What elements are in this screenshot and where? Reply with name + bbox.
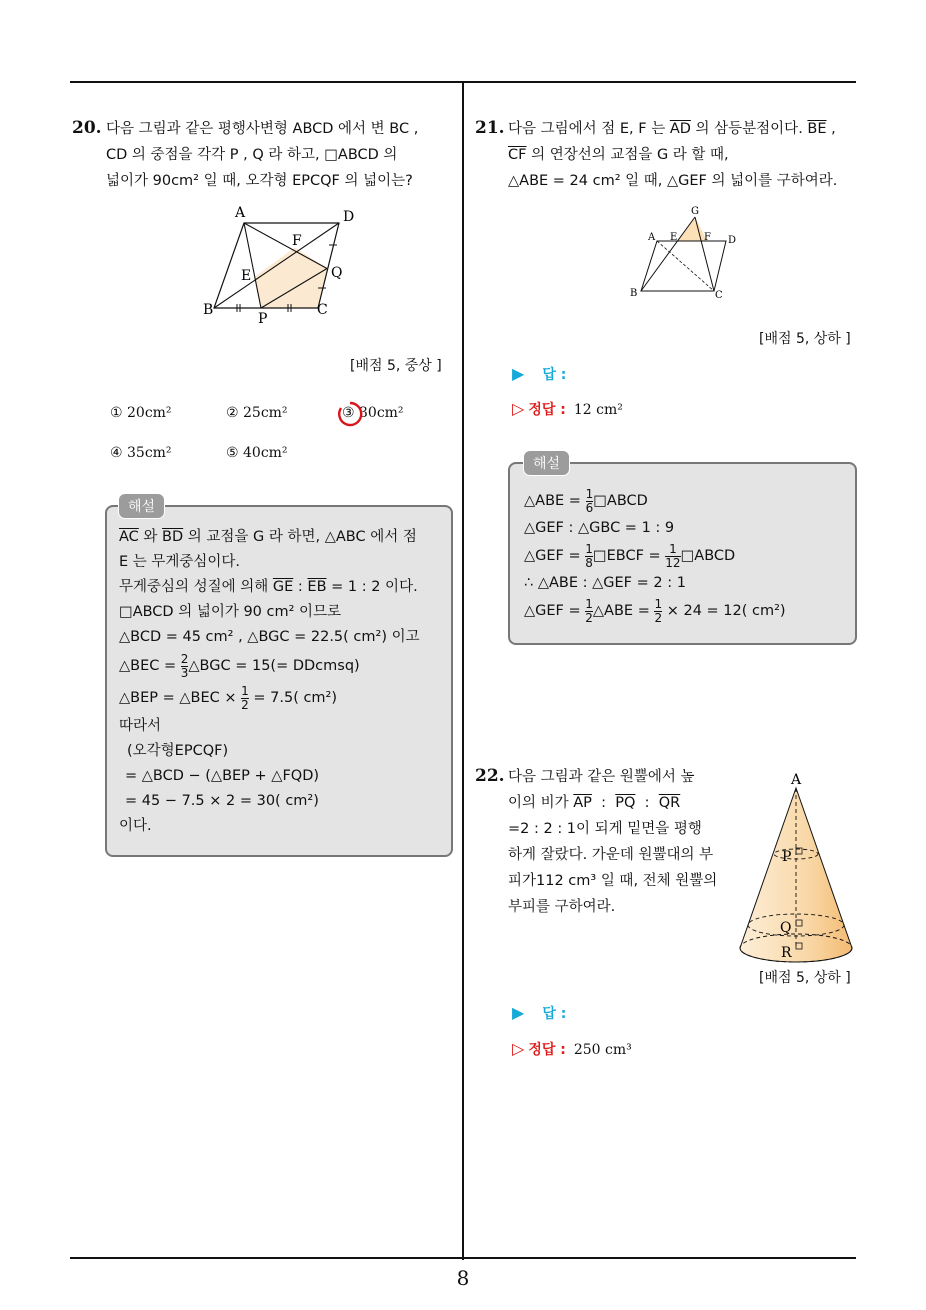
sol-line: △ABE = $\frac{1}{6}$ □ABCD — [524, 486, 648, 515]
q21-label-C: C — [715, 290, 723, 301]
q22-text — [508, 764, 723, 920]
correct-arrow-icon: ▷ — [512, 1039, 525, 1058]
q21-line-CG — [695, 217, 714, 291]
q21-correct-row — [512, 399, 623, 419]
q20-label-P: P — [258, 311, 268, 327]
q21-solution-box — [508, 462, 857, 645]
answer-arrow-icon: ▶ — [512, 1003, 525, 1022]
q21-label-D: D — [728, 235, 737, 246]
sol-line: 무게중심의 성질에 의해 $\overline{GE}$ : $\overline{EB} = 1$ : 2 이다. — [119, 579, 418, 595]
q21-label-A: A — [648, 232, 656, 243]
q22-score: [배점 5, 상하 ] — [759, 970, 851, 986]
sol-line: △GEF = $\frac{1}{8}$ □EBCF = $\frac{1}{12}$ □ABCD — [524, 541, 736, 570]
q20-line: 다음 그림과 같은 평행사변형 ABCD 에서 변 BC , — [106, 121, 419, 137]
sol-line: (오각형EPCQF) — [127, 743, 229, 759]
q21-label-F: F — [704, 232, 711, 243]
sol-line: $\overline{AC}$ 와 $\overline{BD}$ 의 교점을 G 라 하면, △ABC 에서 점 — [119, 529, 417, 545]
q22-correct-label: 정답 : — [528, 1042, 566, 1058]
q20-label-Q: Q — [331, 265, 343, 281]
q20-solution-box — [105, 505, 453, 857]
q22-answer-row — [512, 1003, 566, 1023]
q21-correct-value: 12 cm² — [573, 402, 623, 418]
q20-solution-tag: 해설 — [118, 493, 165, 519]
q21-number: 21. — [475, 118, 505, 138]
q20-choice-5[interactable]: ⑤ 40cm² — [226, 445, 288, 461]
q20-line-AP — [244, 223, 261, 308]
q20-choice-3-label: ③ 30cm² — [342, 405, 404, 421]
q22-cone-figure — [730, 770, 860, 970]
q21-line: △ABE = 24 cm² 일 때, △GEF 의 넓이를 구하여라. — [508, 173, 838, 189]
q22-label-Q: Q — [780, 920, 792, 936]
q22-line: 피가112 cm³ 일 때, 전체 원뿔의 — [508, 873, 718, 889]
q21-text — [508, 116, 858, 194]
q20-label-B: B — [203, 302, 214, 318]
q21-answer-label: 답 : — [542, 367, 567, 383]
q20-line: 넓이가 90cm² 일 때, 오각형 EPCQF 의 넓이는? — [106, 173, 413, 189]
q20-label-E: E — [241, 268, 252, 284]
q20-choice-4[interactable]: ④ 35cm² — [110, 445, 172, 461]
q21-answer-row — [512, 364, 566, 384]
q20-label-A: A — [235, 205, 246, 221]
sol-line: E 는 무게중심이다. — [119, 554, 241, 570]
sol-line: 따라서 — [119, 718, 162, 734]
q21-label-E: E — [670, 232, 678, 243]
q20-parallelogram-figure — [195, 200, 365, 330]
q21-line: $\overline{CF}$ 의 연장선의 교점을 G 라 할 때, — [508, 147, 729, 163]
q20-number: 20. — [72, 118, 102, 138]
page-number: 8 — [456, 1266, 470, 1290]
q22-line: 다음 그림과 같은 원뿔에서 높 — [508, 769, 695, 785]
q22-label-R: R — [781, 945, 792, 961]
q20-choice-2[interactable]: ② 25cm² — [226, 405, 288, 421]
answer-arrow-icon: ▶ — [512, 364, 525, 383]
sol-line: △BEC = $\frac{2}{3}$ △BGC = 15(= DDcmsq) — [119, 651, 360, 680]
q22-number: 22. — [475, 766, 505, 786]
q21-label-B: B — [630, 288, 638, 299]
q22-line: 부피를 구하여라. — [508, 899, 616, 915]
q22-label-A: A — [791, 772, 802, 788]
q22-correct-value: 250 cm³ — [573, 1042, 632, 1058]
correct-arrow-icon: ▷ — [512, 399, 525, 418]
sol-line: △GEF = $\frac{1}{2}$ △ABE = $\frac{1}{2}$ × 24 = 12( cm²) — [524, 596, 786, 625]
q21-parallelogram — [641, 241, 726, 291]
sol-line: △BCD = 45 cm² , △BGC = 22.5( cm²) 이고 — [119, 629, 420, 645]
q22-answer-label: 답 : — [542, 1006, 567, 1022]
q20-score: [배점 5, 중상 ] — [350, 358, 442, 374]
q20-label-D: D — [343, 209, 355, 225]
q21-score: [배점 5, 상하 ] — [759, 331, 851, 347]
q21-solution-tag: 해설 — [523, 450, 570, 476]
q22-line: 하게 잘랐다. 가운데 원뿔대의 부 — [508, 847, 714, 863]
q22-line: 이의 비가 $\overline{AP}$ : $\overline{PQ}$ : $\overline{QR}$ — [508, 795, 681, 811]
sol-line: ∴ △ABE : △GEF = 2 : 1 — [524, 575, 686, 591]
sol-line: 이다. — [119, 818, 152, 834]
q22-correct-row — [512, 1039, 632, 1059]
sol-line: △GEF : △GBC = 1 : 9 — [524, 520, 675, 536]
q21-trapezoid-figure — [625, 203, 745, 301]
q20-text — [106, 116, 451, 194]
bottom-rule — [70, 1257, 856, 1259]
sol-line: = 45 − 7.5 × 2 = 30( cm²) — [125, 793, 319, 809]
q22-line: =2 : 2 : 1이 되게 밑면을 평행 — [508, 821, 702, 837]
column-divider — [462, 82, 464, 1260]
q21-line-BG — [641, 217, 695, 291]
q22-label-P: P — [782, 849, 792, 865]
selected-circle-mark — [336, 400, 364, 428]
q20-line: CD 의 중점을 각각 P , Q 라 하고, □ABCD 의 — [106, 147, 398, 163]
q21-line-AC — [657, 241, 714, 291]
q20-label-F: F — [292, 233, 302, 249]
q20-label-C: C — [317, 302, 328, 318]
q21-line: 다음 그림에서 점 E, F 는 $\overline{AD}$ 의 삼등분점이다. $\overline{BE}$ , — [508, 121, 836, 137]
q20-choice-1[interactable]: ① 20cm² — [110, 405, 172, 421]
q21-label-G: G — [691, 206, 699, 217]
sol-line: □ABCD 의 넓이가 90 cm² 이므로 — [119, 604, 342, 620]
sol-line: = △BCD − (△BEP + △FQD) — [125, 768, 320, 784]
q21-correct-label: 정답 : — [528, 402, 566, 418]
q20-choice-3[interactable] — [342, 405, 404, 421]
sol-line: △BEP = △BEC × $\frac{1}{2}$ = 7.5( cm²) — [119, 683, 338, 712]
